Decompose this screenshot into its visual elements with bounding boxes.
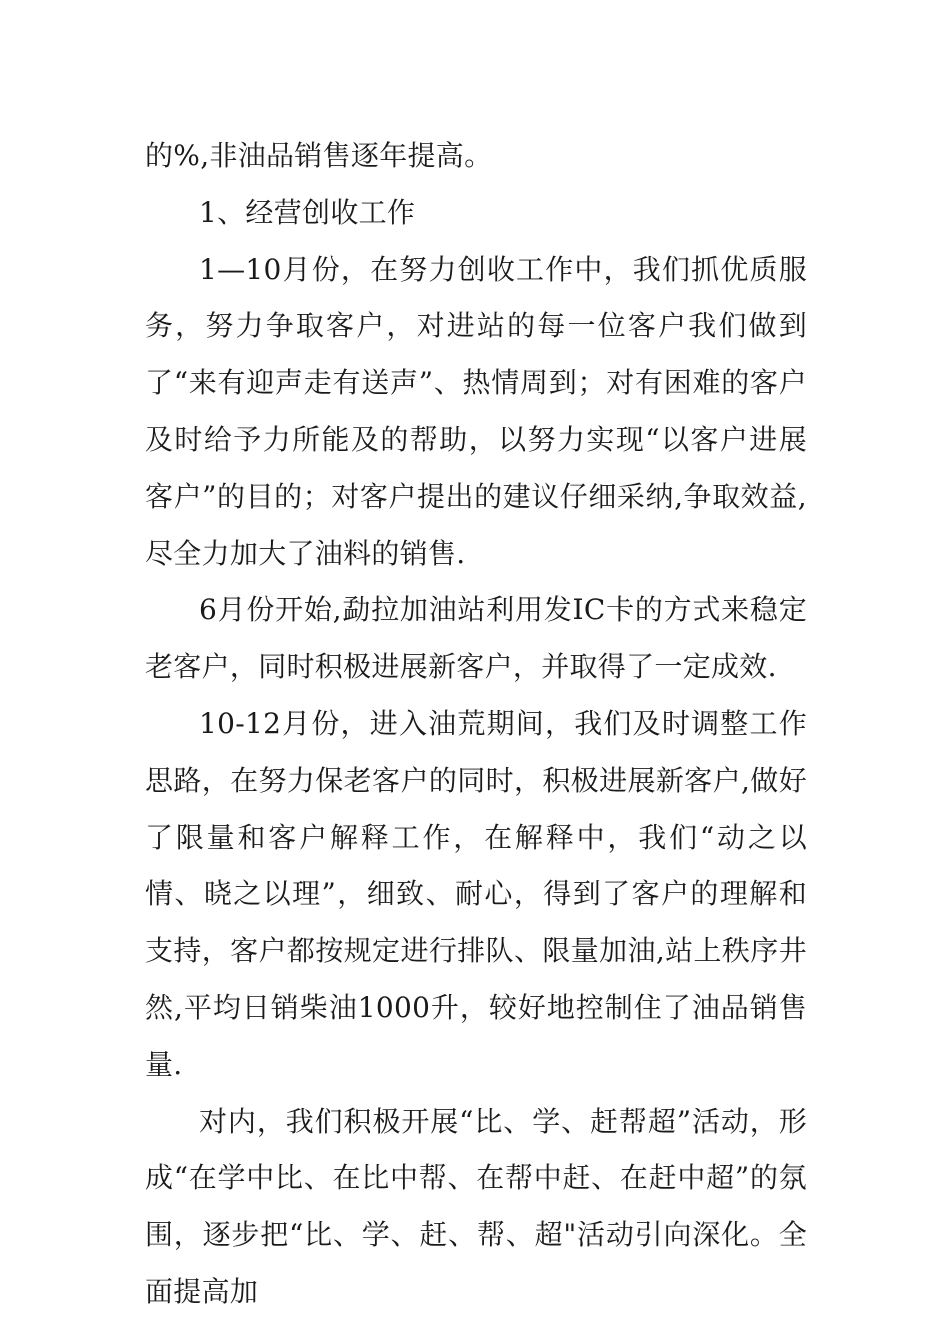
document-body: [145, 128, 807, 1321]
paragraph-jan-oct: 1—10月份，在努力创收工作中，我们抓优质服务，努力争取客户，对进站的每一位客户我们做到了“来有迎声走有送声”、热情周到；对有困难的客户及时给予力所能及的帮助，以努力实现“以客户进展客户”的目的；对客户提出的建议仔细采纳,争取效益,尽全力加大了油料的销售.: [145, 252, 807, 570]
paragraph-continuation: 的%,非油品销售逐年提高。: [145, 139, 493, 172]
paragraph-internal: 对内，我们积极开展“比、学、赶帮超”活动，形成“在学中比、在比中帮、在帮中赶、在赶中超”的氛围，逐步把“比、学、赶、帮、超"活动引向深化。全面提高加: [145, 1104, 807, 1308]
paragraph-june: 6月份开始,勐拉加油站利用发IC卡的方式来稳定老客户，同时积极进展新客户，并取得了一定成效.: [145, 593, 807, 684]
paragraph-oct-dec: 10-12月份，进入油荒期间，我们及时调整工作思路，在努力保老客户的同时，积极进展新客户,做好了限量和客户解释工作，在解释中，我们“动之以情、晓之以理”，细致、耐心，得到了客户的理解和支持，客户都按规定进行排队、限量加油,站上秩序井然,平均日销柴油1000升，较好地控制住了油品销售量.: [145, 706, 807, 1081]
section-heading: 1、经营创收工作: [199, 195, 416, 229]
